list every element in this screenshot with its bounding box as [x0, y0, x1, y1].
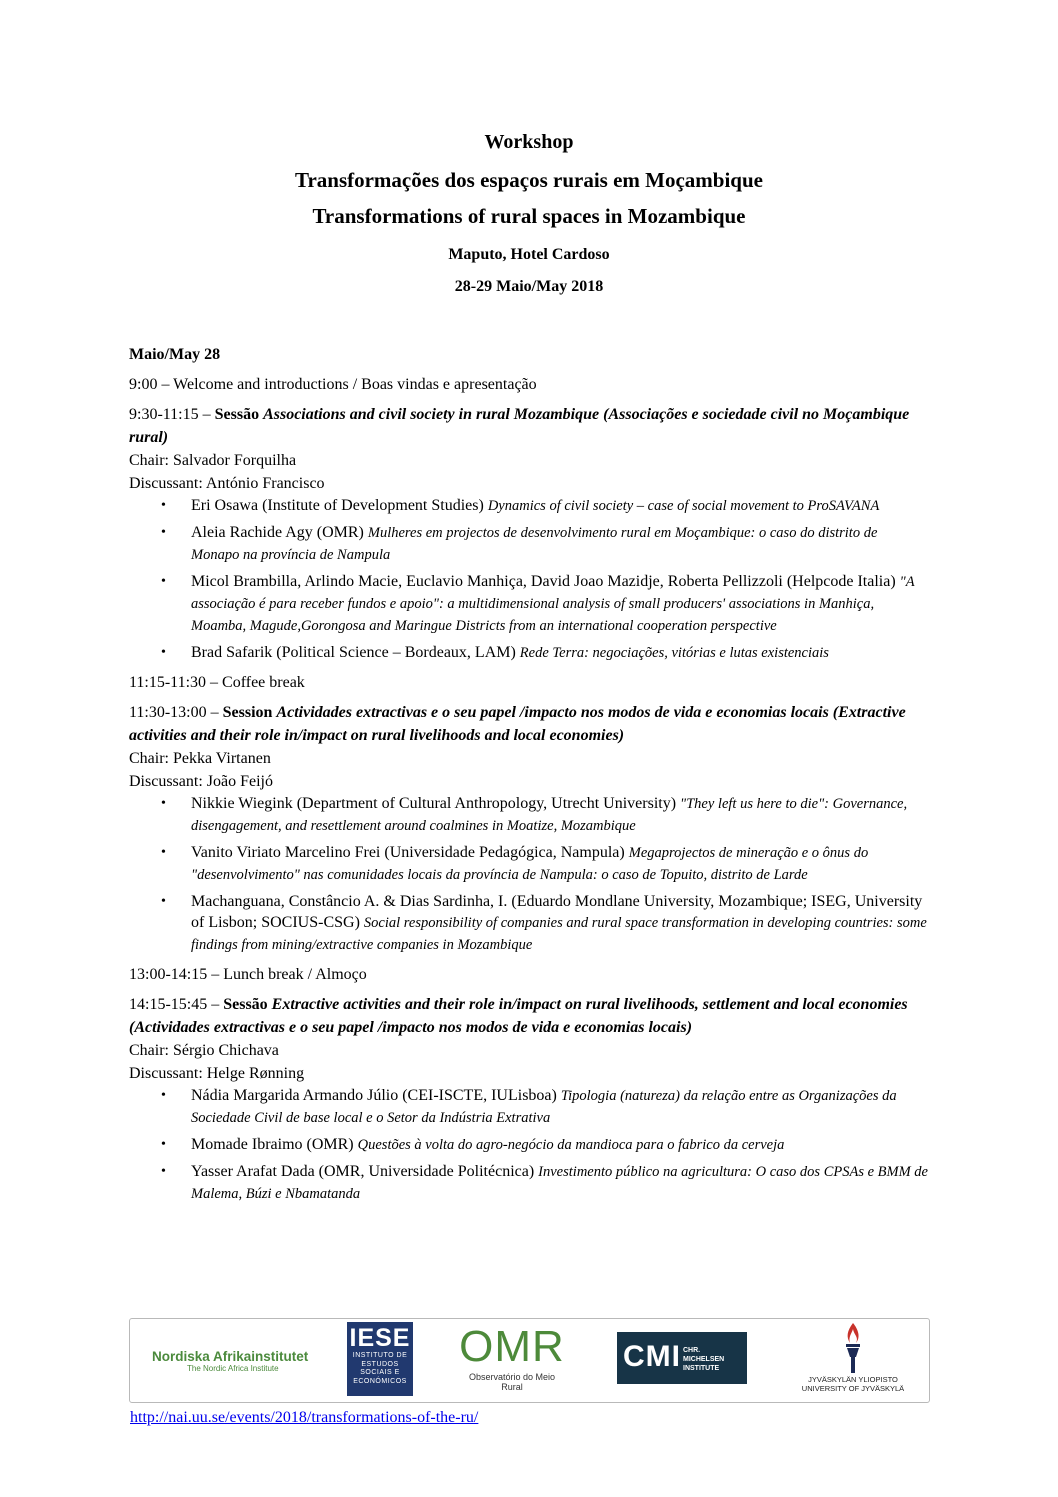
session-chair: Chair: Sérgio Chichava: [129, 1042, 279, 1059]
iese-line-1: INSTITUTO DE: [352, 1352, 408, 1359]
session-time: 14:15-15:45 –: [129, 996, 224, 1013]
talk-title: Mulheres em projectos de desenvolvimento rural em Moçambique: o caso do distrito de Monapo na província de Nampula: [191, 525, 878, 563]
talk-title: Questões à volta do agro-negócio da mandioca para o fabrico da cerveja: [357, 1137, 785, 1153]
cmi-line-1: CHR.: [683, 1347, 701, 1354]
iese-line-3: SOCIAIS E: [360, 1369, 400, 1376]
talk-title: Dynamics of civil society – case of social movement to ProSAVANA: [487, 498, 880, 514]
bullet-icon: •: [161, 525, 166, 540]
talk-item: [129, 793, 929, 837]
talk-title: "They left us here to die": Governance, disengagement, and resettlement around coalmines in Moatize, Mozambique: [191, 796, 908, 834]
cmi-name: [683, 1346, 724, 1373]
talk-item: [129, 571, 929, 637]
session-1-heading: [129, 403, 929, 449]
session-discussant: Discussant: João Feijó: [129, 773, 273, 790]
title-english: Transformations of rural spaces in Mozambique: [312, 204, 746, 228]
jyu-name-fi: JYVÄSKYLÄN YLIOPISTO: [808, 1375, 898, 1384]
session-kind: Sessão: [223, 996, 272, 1013]
cmi-acronym: CMI: [623, 1340, 681, 1373]
talk-item: [129, 642, 929, 664]
session-1-talks: [129, 495, 929, 664]
talk-title: Tipologia (natureza) da relação entre as Organizações da Sociedade Civil de base local e o Setor da Indústria Extrativa: [191, 1088, 897, 1126]
talk-title: "A associação é para receber fundos e apoio": a multidimensional analysis of small producers' associations in Manhiça, Moamba, Magude,Gorongosa and Maringue Districts from an international cooperation perspective: [191, 574, 915, 634]
title-portuguese: Transformações dos espaços rurais em Moçambique: [295, 168, 763, 192]
event-link[interactable]: http://nai.uu.se/events/2018/transformations-of-the-ru/: [130, 1409, 479, 1426]
jyu-name-en: UNIVERSITY OF JYVÄSKYLÄ: [801, 1384, 905, 1393]
talk-authors: Nikkie Wiegink (Department of Cultural Anthropology, Utrecht University): [191, 795, 681, 812]
session-title: Extractive activities and their role in/impact on rural livelihoods, settlement and local economies (Actividades extractivas e o seu papel /impacto nos modos de vida e economias locais): [129, 996, 908, 1036]
talk-authors: Yasser Arafat Dada (OMR, Universidade Politécnica): [191, 1163, 539, 1180]
venue: Maputo, Hotel Cardoso: [448, 246, 610, 263]
talk-item: [129, 1161, 929, 1205]
session-2-heading: [129, 701, 929, 747]
bullet-icon: •: [161, 796, 166, 811]
talk-title: Rede Terra: negociações, vitórias e lutas existenciais: [519, 645, 829, 661]
cmi-logo: [617, 1332, 747, 1384]
jyu-logo: [788, 1321, 918, 1399]
bullet-icon: •: [161, 645, 166, 660]
talk-title: Investimento público na agricultura: O caso dos CPSAs e BMM de Malema, Búzi e Nbamatanda: [191, 1164, 928, 1202]
bullet-icon: •: [161, 894, 166, 909]
talk-item: [129, 842, 929, 886]
bullet-icon: •: [161, 1137, 166, 1152]
session-3-talks: [129, 1085, 929, 1205]
iese-line-4: ECONÓMICOS: [353, 1377, 407, 1385]
session-discussant: Discussant: Helge Rønning: [129, 1065, 305, 1082]
bullet-icon: •: [161, 498, 166, 513]
talk-authors: Micol Brambilla, Arlindo Macie, Euclavio Manhiça, David Joao Mazidje, Roberta Pellizzoli (Helpcode Italia): [191, 573, 900, 590]
talk-item: [129, 891, 929, 956]
talk-title: Social responsibility of companies and rural space transformation in developing countries: some findings from mining/extractive companies in Mozambique: [191, 915, 927, 953]
bullet-icon: •: [161, 574, 166, 589]
session-title: Associations and civil society in rural Mozambique (Associações e sociedade civil no Moçambique rural): [129, 406, 910, 446]
day-heading: Maio/May 28: [129, 346, 221, 363]
iese-line-2: ESTUDOS: [361, 1360, 399, 1368]
omr-logo: [457, 1324, 567, 1392]
welcome-item: 9:00 – Welcome and introductions / Boas vindas e apresentação: [129, 376, 537, 393]
bullet-icon: •: [161, 1088, 166, 1103]
session-time: 9:30-11:15 –: [129, 406, 215, 423]
omr-acronym: OMR: [459, 1322, 565, 1371]
talk-item: [129, 1134, 929, 1156]
session-kind: Session: [222, 704, 277, 721]
talk-authors: Momade Ibraimo (OMR): [191, 1136, 358, 1153]
talk-item: [129, 495, 929, 517]
talk-item: [129, 522, 929, 566]
session-time: 11:30-13:00 –: [129, 704, 223, 721]
talk-item: [129, 1085, 929, 1129]
session-3-heading: [129, 993, 929, 1039]
session-title: Actividades extractivas e o seu papel /impacto nos modos de vida e economias locais (Extractive activities and their role in/impact on rural livelihoods and local economies): [129, 704, 906, 744]
talk-authors: Aleia Rachide Agy (OMR): [191, 524, 368, 541]
omr-subtitle: Observatório do Meio Rural: [468, 1372, 556, 1392]
bullet-icon: •: [161, 845, 166, 860]
talk-authors: Machanguana, Constâncio A. & Dias Sardinha, I. (Eduardo Mondlane University, Mozambique; ISEG, University of Lisbon; SOCIUS-CSG): [191, 893, 923, 931]
bullet-icon: •: [161, 1164, 166, 1179]
nai-name: Nordiska Afrikainstitutet: [152, 1349, 309, 1364]
session-kind: Sessão: [214, 406, 264, 423]
program-body: [129, 343, 929, 1212]
iese-logo: [347, 1322, 413, 1396]
talk-title: Megaprojectos de mineração e o ônus do "desenvolvimento" nas comunidades locais da província de Nampula: o caso de Topuito, distrito de Larde: [191, 845, 869, 883]
cmi-line-3: INSTITUTE: [683, 1365, 720, 1372]
nai-logo: [152, 1349, 332, 1373]
session-discussant: Discussant: António Francisco: [129, 475, 325, 492]
partner-logos: [129, 1318, 930, 1403]
session-2-talks: [129, 793, 929, 956]
cmi-line-2: MICHELSEN: [683, 1356, 725, 1363]
torch-icon: [838, 1321, 868, 1375]
talk-authors: Brad Safarik (Political Science – Bordeaux, LAM): [191, 644, 520, 661]
talk-authors: Nádia Margarida Armando Júlio (CEI-ISCTE, IULisboa): [191, 1087, 561, 1104]
workshop-label: Workshop: [484, 131, 574, 153]
lunch-break: 13:00-14:15 – Lunch break / Almoço: [129, 966, 367, 983]
iese-acronym: IESE: [349, 1324, 411, 1352]
session-chair: Chair: Salvador Forquilha: [129, 452, 297, 469]
event-dates: 28-29 Maio/May 2018: [454, 278, 604, 295]
talk-authors: Vanito Viriato Marcelino Frei (Universidade Pedagógica, Nampula): [191, 844, 629, 861]
session-chair: Chair: Pekka Virtanen: [129, 750, 271, 767]
talk-authors: Eri Osawa (Institute of Development Studies): [191, 497, 488, 514]
nai-subtitle: The Nordic Africa Institute: [187, 1364, 279, 1373]
coffee-break: 11:15-11:30 – Coffee break: [129, 674, 305, 691]
